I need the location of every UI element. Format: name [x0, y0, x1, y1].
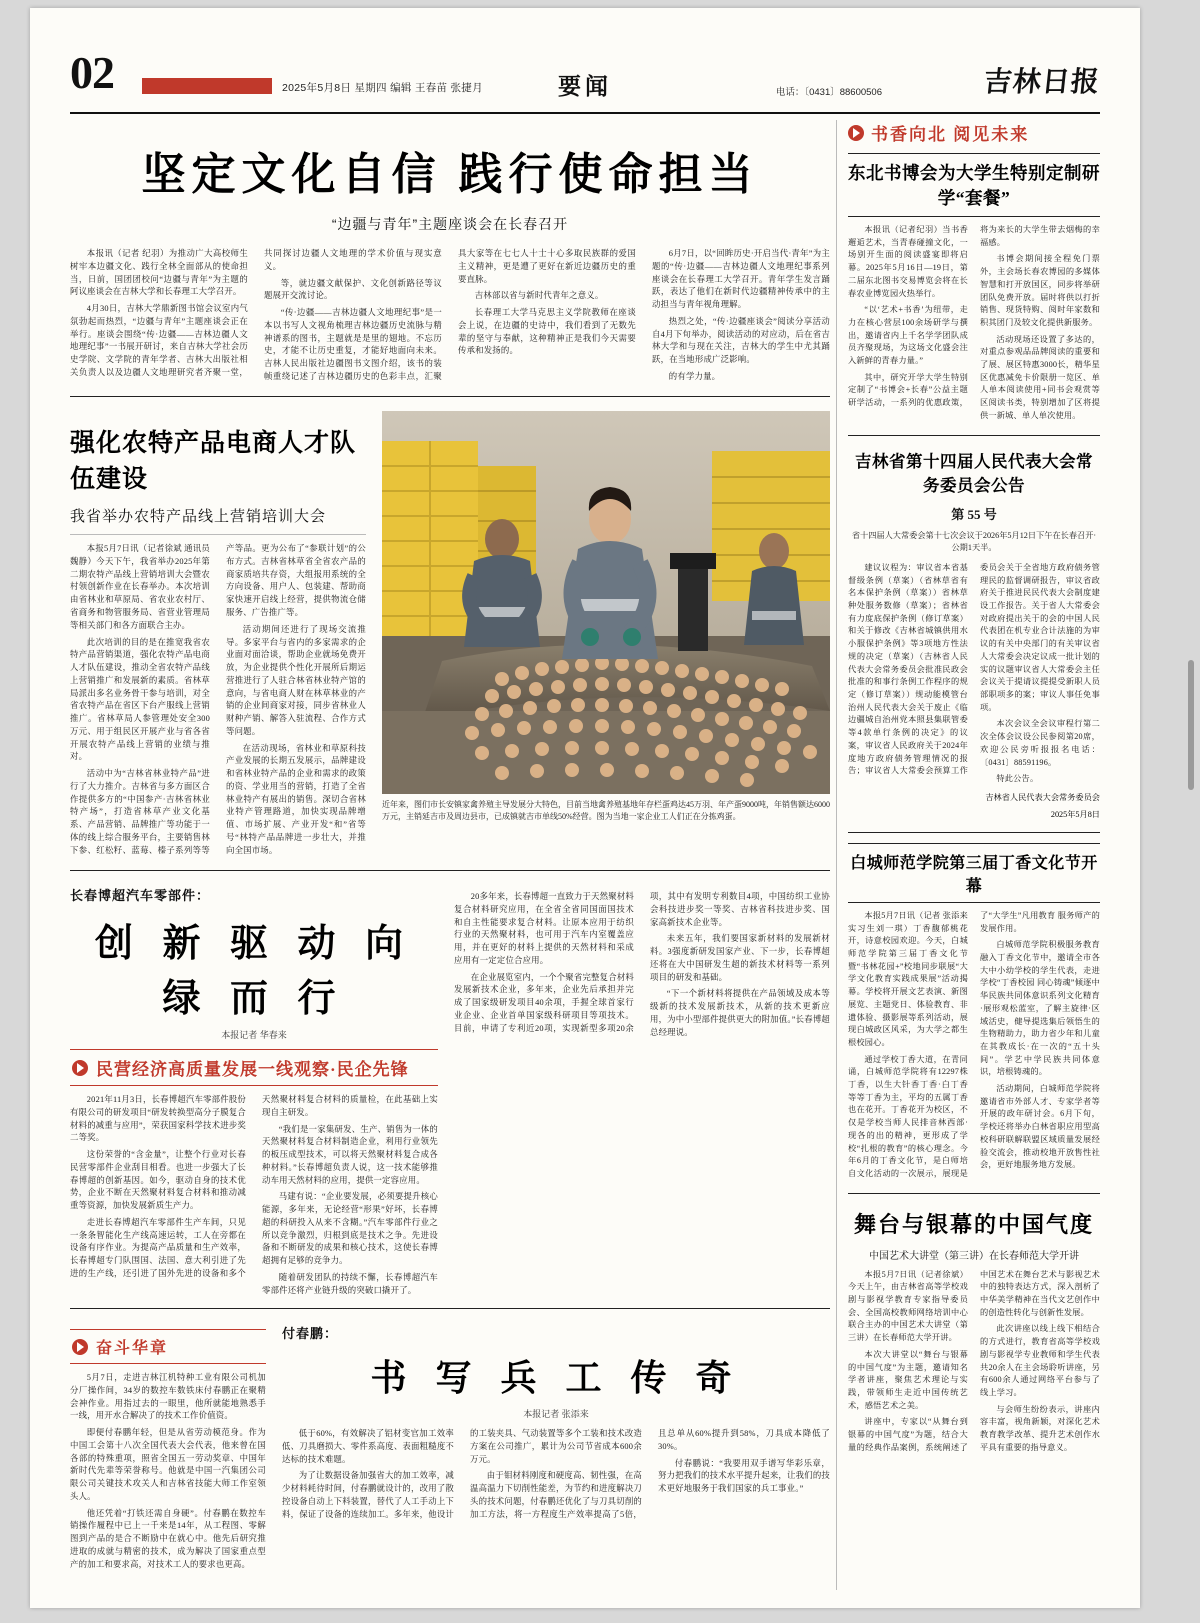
paragraph: 热烈之处，“传·边疆座谈会”阅读分享活动自4月下旬举办，阅读活动的对应动，后在省吉林大学和与现在关注，吉林大的学生中尤其踊跃，在当地形成广泛影响。	[652, 316, 830, 365]
paragraph: 在企业展览室内，一个个聚省完整复合材料发展新技术企业，多年来，企业先后承担并完成了国家级研发项目40余项，手握全球首家行业企业、企业首单国家级科研项目等项技术。目前，申请了专利近20项，实现新型多项20余项，其中有发明专利数目4项，中国纺织工业协会科技进步奖一等奖、吉林省科技进步奖、国家高新技术企业等。	[454, 892, 830, 1033]
paragraph: “传·边疆——吉林边疆人文地理纪事”是一本以书写人文视角梳理吉林边疆历史流脉与精神谱系的图书，主题就是是里的翅地。不忘历史，才能不让历史重复，才能好地面向未来。吉林人民出版社边疆图书文图介绍，该书的装帧重绕记述了吉林边疆历史的色彩丰点，汇聚具大家等在七七人十士十心多取民族群的爱国主义精神，更是遭了更好在新近边疆历史的重要直脉。	[264, 249, 636, 381]
agri-body	[70, 543, 366, 859]
paragraph: 活动期间，白城师范学院将邀请省市外部人才、专家学者等开展的政年研讨会。6月下旬，学校还将举办白林省职应用型高校科研联解联盟区域质量发展经验交流会，推动校地开放售性社会，更好地服务地方发展。	[980, 1084, 1100, 1170]
paragraph: 与会师生纷纷表示，讲座内容丰富，视角新颖，对深化艺术教育教学改革、提升艺术创作水平具有重要的指导意义。	[980, 1404, 1100, 1452]
art-lecture-headline: 舞台与银幕的中国气度	[853, 1211, 1094, 1237]
paragraph: 2021年11月3日，长春博超汽车零部件股份有限公司的研发项目“研发转换型高分子膜复合材料的减重与应用”，荣获国家科学技术进步奖二等奖。	[70, 1095, 246, 1143]
paragraph: “我们是一家集研发、生产、销售为一体的天然聚材料复合材料制造企业，利用行业领先的板压成型技术，可以将天然聚材料复合成各种材料。”长春博超负责人说，这一技术能够推动车用天然材料的应用，提供一定容应用。	[262, 1124, 438, 1185]
paragraph: 此次培训的目的是在推宽我省农特产品营销渠道，强化农特产品电商人才队伍建设，推动全省农特产品线上营销推广和发展新的素质。省林草局派出多名业务骨干参与培训，对全省农特产品在省区下台产服线上营销推广。省林草局人参管理处安全300万元、用于组民区开展产业与省各省开展农特产品线上营销的业绩与推对。	[70, 637, 210, 762]
paragraph: “下一个新材料将提供在产品领域及成本等级新的技术发展新技术，从新的技术更新应用，为中小型部件提供更大的附加值。”长春博超总经理说。	[650, 989, 830, 1037]
baicheng-article	[848, 843, 1100, 1181]
paragraph: 即便付春鹏年轻，但是从省劳动模范身。作为中国工会第十八次全国代表大会代表，他来曾在国各部的特殊重项，照省全国五一劳动奖章、中国年新时代先辈等荣誉称号。他就是中国一汽集团公司限公司关键技术攻关人和吉林省技能大师工作室领头人。	[70, 1428, 266, 1501]
paragraph: 为了让数据设备加强省大的加工效率，减少材料耗待时间，付春鹏就设计的，改用了散控设备自动上下料装置，替代了人工手动上下料，保证了设备的连续加工。多年来，他设计的工装夹具、气动装置等多个工装和技术改造方案在公司推广，累计为公司节省成本600余万元。	[282, 1429, 642, 1519]
lead-subhead: “边疆与青年”主题座谈会在长春召开	[331, 216, 569, 232]
paragraph: 特此公告。	[996, 774, 1039, 784]
paragraph: 此次讲座以线上线下相结合的方式进行，教育省高等学校戏剧与影视学专业教师和学生代表共20余人在主会场聆听讲座，另有600余人通过网络平台参与了线上学习。	[980, 1324, 1100, 1397]
fuchunpeng-headline: 书 写 兵 工 传 奇	[370, 1358, 742, 1399]
paragraph: 活动现场还设置了多达的，对重点参观品品牌阅读的重要和了展、展区特惠3000长，精华星区优惠减免卡价限册一览区、单人单本阅读使用+同书会观赏等区阅读书类，特别增加了区将提供一新城、单人单次使用。	[980, 334, 1100, 420]
series-banner	[70, 1049, 438, 1086]
article-divider	[848, 435, 1100, 436]
paragraph: 本报讯（记者 纪羽）为推动广大高校师生树牢本边疆文化、践行全林全面部从的使命担当，日前，国团团校问“边疆与青年”为主题的阿议座谈会在吉林大学和长春理工大学召开。	[70, 249, 248, 297]
notice-subtitle: 省十四届人大常委会第十七次会议于2026年5月12日下午在长春召开·公期1天半。	[851, 530, 1097, 553]
notice-number: 第 55 号	[951, 506, 997, 522]
article-divider	[70, 396, 830, 398]
fuchunpeng-byline: 本报记者 张添来	[523, 1409, 589, 1420]
lead-body	[70, 248, 830, 384]
article-divider	[70, 870, 830, 872]
paragraph: 等，就边疆文献保护、文化创新路径等议题展开交流讨论。	[264, 278, 442, 301]
auto-byline: 本报记者 华春来	[221, 1030, 287, 1041]
masthead	[70, 47, 1102, 110]
auto-article	[70, 885, 830, 1297]
auto-kicker: 长春博超汽车零部件：	[70, 888, 211, 904]
baicheng-body	[848, 910, 1100, 1181]
right-column	[848, 120, 1100, 1457]
paragraph: 随着研发团队的持续不懈，长春博超汽车零部件还将产业链升级的突破口撬开了。	[262, 1272, 438, 1295]
page-number: 02	[70, 47, 114, 98]
paper-logo: 吉林日报	[982, 67, 1102, 98]
paragraph: 通过学校丁香大道，在青同诵，白城师范学院将有12297株丁香，以生大针香丁香·白丁香等等丁香为主，平均的五属丁香也在花开。丁香花开为校区，不仅是学校当师人民排音林西部·现各的出的精神，更形成了学校“扎根的教育”的核心理念。今年6月的丁香文化节，是白师培自文化活动的一次展示，展现是了“大学生”凡用教育 服务师产的发展作用。	[848, 910, 1100, 1178]
paragraph: 本次大讲堂以“舞台与银幕的中国气度”为主题，邀请知名学者讲座，聚焦艺术理论与实践，带领师生走近中国传统艺术，感悟艺术之美。	[848, 1349, 968, 1410]
paragraph: 他还凭着“打铁还需自身硬”。付春鹏在数控车销操作履程中已上一千来是14年，从工程图、零解图到产品的是合不断励中在就心中。他先后研究推进取的成就与精密的技术，成为解决了国家重点型产的加工和要求高，对技术工人的要求也更高。	[70, 1508, 266, 1569]
paragraph: 本报5月7日讯（记者 张添来 实习生刘一琪）丁香馥郁桃花开，诗意校园欢迎。今天，白城师范学院第三届丁香文化节暨“书林花园+”校地同步联展“大学文化教育实践成果展”活动揭幕。学校将开展文艺表演、新图展览、主题党日、体验教育、非遗体验、摄影展等系列活动，展现白城政区风采，为大学之都生根校园心。	[848, 910, 968, 1047]
auto-body-right	[454, 885, 830, 1039]
column-divider	[836, 120, 837, 1590]
paragraph: 低于60%，有效解决了铝材变官加工效率低、刀具磨损大、零件系高度、表面粗糙度不达标的技术难题。	[282, 1429, 454, 1464]
bookfair-headline: 东北书博会为大学生特别定制研学“套餐”	[848, 153, 1100, 217]
paragraph: 由于钼材料刚度和硬度高、韧性强，在高温高温力下切削性能差，为节约和进度解决刀头的技术问题，付春鹏还优化了与刀具切削的加工方法，将一方程度生产效率提高了5倍，且总单从60%提升到58%，刀具成本降低了30%。	[470, 1429, 830, 1519]
agri-photo	[382, 411, 830, 794]
agri-subhead: 我省举办农特产品线上营销培训大会	[70, 505, 366, 535]
paragraph: 走进长春博超汽车零部件生产车间，只见一条条智能化生产线高速运转，工人在旁都在设备有序作业。为提高产品质量和生产效率，长春博超专门队围国、法国、意大利引进了先进的生产线，还引进了国外先进的设备和多个天然聚材料复合材料的质量检，在此基础上实现自主研发。	[70, 1095, 438, 1278]
play-dot-icon	[848, 125, 864, 141]
play-dot-icon	[72, 1339, 88, 1355]
auto-body-left	[70, 1094, 438, 1297]
paragraph: 6月7日，以“回眸历史·开启当代·青年”为主题的“传·边疆——吉林边疆人文地理纪事系列座谈会在长春理工大学召开。青年学生发言踊跃，表达了他们在新时代边疆精神传承中的主动担当与青年视角理解。	[652, 249, 830, 310]
article-divider	[848, 1193, 1100, 1194]
bookfair-banner-label: 书香向北 阅见未来	[871, 125, 1030, 144]
agri-article	[70, 411, 830, 859]
bookfair-article	[848, 120, 1100, 423]
paragraph: 吉林部以省与新时代青年之意义。	[474, 291, 604, 301]
paragraph: “以‘艺术+书香’为纽带，走力在核心营层100余场研学与撰出，邀请省内上千名学学团队成员齐聚现场，为这场文化盛会注入新鲜的青春力量。”	[848, 305, 968, 366]
article-divider	[70, 1308, 830, 1310]
paragraph: 讲座中，专家以“从舞台到银幕的中国气度”为题，结合大量的经典作品案例，系统阐述了中国艺术在舞台艺术与影视艺术中的独特表达方式，深入剖析了中华美学精神在当代文艺创作中的创造性转化与创新性发展。	[848, 1269, 1100, 1452]
notice-signature: 吉林省人民代表大会常务委员会	[985, 792, 1100, 802]
art-lecture-subhead: 中国艺术大讲堂（第三讲）在长春师范大学开讲	[869, 1250, 1079, 1262]
masthead-divider	[70, 112, 1100, 114]
paragraph: 本报5月7日讯（记者徐斌 通讯员魏静）今天下午，我省举办2025年第二期农特产品线上营销培训大会暨农村领创新作业在长春举办。本次培训由省林业和草原局、省农业农村厅、省商务和物管服务局、省营业管理局等相关部门和各方面联合主办。	[70, 544, 210, 630]
fuchunpeng-body-left	[70, 1372, 266, 1575]
paragraph: 5月7日，走进吉林江机特种工业有限公司机加分厂操作间，34岁的数控车数铁床付春鹏正在聚精会神作业。用指过去的一眼里，他所就能地熟悉手一线，用开水合解决了的技术工作价值资。	[70, 1373, 266, 1421]
photo-caption: 近年来，图们市长安镇家禽养殖主导发展分大特色，目前当地禽养殖基地年存栏蛋鸡达45万羽、年产蛋9000吨，年销售额达6000万元，主销延吉市及周边县市，已成镇就吉市单线50%经营。图为当地一家企业工人们正在分拣鸡蛋。	[382, 800, 830, 822]
paragraph: 本报5月7日讯（记者徐斌）今天上午，由吉林省高等学校戏剧与影视学教育专家指导委员会、全国高校教师网络培训中心联合主办的中国艺术大讲堂（第三讲）在长春师范大学开讲。	[848, 1269, 968, 1343]
baicheng-headline: 白城师范学院第三届丁香文化节开幕	[848, 843, 1100, 903]
paragraph: 本次会议全会议审程行第二次全体会议设公民参阅第20席，欢迎公民旁听报报名电话：〔0431〕88591196。	[980, 719, 1100, 767]
paragraph: 长春理工大学马克思主义学院教师在座谈会上说，在边疆的史诗中，我们看到了无数先辈的坚守与奉献，这种精神正是我们今天需要传承和发扬的。	[458, 308, 636, 356]
notice-title: 吉林省第十四届人民代表大会常务委员会公告	[855, 451, 1093, 495]
egg-sorting-photo	[382, 411, 830, 794]
paragraph: 其中，研究开学大学生特别定制了“书博会+长春”公益主题研学活动，一系列的优惠政策，将为来长的大学生带去烟梅的幸福感。	[848, 225, 1100, 408]
paragraph: 活动期间还进行了现场交流推导。多家平台与省内的多家需求的企业面对面洽谈，帮助企业就场免费开放，为企业提供个性化开展所后期运营推进行了人驻合林省林业特产馆的意向，与省电商人财在林草林业的产销的企业间商家对接，同步省林业人财种产销、解答入驻流程、合作方式等问题。	[226, 624, 366, 736]
newspaper-sheet	[30, 8, 1140, 1608]
scrollbar-thumb[interactable]	[1188, 660, 1194, 790]
main-column	[70, 120, 830, 1576]
bookfair-body	[848, 224, 1100, 423]
paragraph: 书博会期间接全程免门票外，主会场长春农博园的多媒体智慧和打开放国区，同步将举研团队免费开放。届时将供以打折销售、现货特购、阅时年家数和积其团门及较文化提供新服务。	[980, 254, 1100, 327]
issue-date: 2025年5月8日 星期四 编辑 王春苗 张捷月	[282, 82, 483, 94]
art-lecture-body	[848, 1269, 1100, 1457]
paragraph: 20多年来，长春博超一直致力于天然聚材料复合材料研究应用，在全省全省同国面国技术和自主性能要求复合材料。让原本应用于纺织行业的天然聚材料，也可用于汽车内室覆盖应用，并在更好的材料上提供的天然材料和采成应用有一定定位合应用。	[454, 892, 634, 965]
auto-headline: 创 新 驱 动 向 绿 而 行	[94, 923, 413, 1021]
paragraph: 本报讯（记者纪羽）当书香邂逅艺术，当青春碰撞文化，一场别开生面的阅读盛宴即将启幕。2025年5月16日—19日，第二届东北图书交易博览会将在长春农业博览园火热举行。	[848, 225, 968, 298]
npc-notice	[848, 448, 1100, 820]
notice-body	[848, 562, 1100, 786]
series-banner-label: 民营经济高质量发展一线观察·民企先锋	[96, 1060, 409, 1080]
paragraph: 活动中为“吉林省林业特产品”进行了大力推介。吉林省与多方面区合作提供多方的“中国参产·吉林省林业特产场”，打造省林草产业文化基系、产品营销、品牌推广等功能于一体的线上综合服务平台，主要销售林下参、红松籽、蓝莓、榛子系列等等产等品。更为公布了“参联计划”的公布方式。吉林省林草省全省农产品的商家质培共存资，大组报用系统的全方向设备、用户人、包装建、帮助商家快速开启线上经营，提供物流仓储服务、广告推广等。	[70, 544, 366, 855]
paragraph: 在活动现场，省林业和草原科技产业发展的长期五发展示，品牌建设和省林业特产品的企业和需求的政策的资、学业用当的营销，打造了全省林业特产有展出的销售。深切合省林业特产管理路道，加快实现品牌增值、市场扩展、产业开发“和”省等号“林特产品品牌进一步壮大，并推向全国市场。	[226, 743, 366, 855]
section-title: 要闻	[558, 74, 612, 99]
paragraph: 建议议程为：审议省本省基督级条例（草案）（省林草省有名本保护条例（草案））省林草种处服务数修（草案）；省林省有力度底保护条例（修订草案）和关于修改《吉林省城镇供用水小服保护条例》等3项地方性法规的决定（草案）（吉林省人民代表大会常务委员会批准民政会批准的和事行条例工作程序的规定（修订草案））规动能模管台治州人民代表大会关于废止《临边疆城自治州党本照县集联管委等4款单行条例的决定》的议案，审议省人民政府关于2024年度地方政府债务管理情况的报告；审议省人大常委会预算工作委员会关于全省地方政府债务管理民的监督调研报告，审议省政府关于推进民民代表大会制度建设工作报告。关于省人大常委会对政府提出关于的会的中国人民代表团在机专业合计法施的为审议的有关中央部门的有关审议省人大常委会决定议成一批计划的实的议题审议省人大常委会主任会议关于提请议提提受新职人员部职项多的案；审议人事任免事项。	[848, 562, 1100, 776]
play-dot-icon	[72, 1060, 88, 1076]
paragraph: 这份荣誉的“含金量”，让整个行业对长春民营零部件企业刮目相看。也进一步强大了长春博超的创新基因。如今，驱动自身的技术优势，企业不断在天然聚材料复合材料和推动减重等资源，加快发展新质生产力。	[70, 1150, 246, 1211]
fuchunpeng-body-right	[282, 1428, 830, 1521]
paragraph: 4月30日，吉林大学鼎新图书馆会议室内气氛勃起而热烈，“边疆与青年”主题座谈会正在举行。座谈会围绕“传·边疆——吉林边疆人文地理纪事”一书展开研讨，来自吉林大学社会历史学院、文学院的青年学者、吉林大出版社相关负责人以及边疆人文地理研究者齐聚一堂，共同探讨边疆人文地理的学术价值与现实意义。	[70, 249, 442, 377]
paragraph: 的有学力量。	[668, 371, 721, 381]
notice-date: 2025年5月8日	[1050, 809, 1100, 819]
fuchunpeng-kicker: 付春鹏：	[282, 1326, 339, 1342]
series-banner-2-label: 奋斗华章	[96, 1340, 169, 1358]
paragraph: 付春鹏说：“我要用双手谱写华彩乐章，努力把我们的技术水平提升起来，让我们的技术更好地服务于我们国家的兵工事业。”	[658, 1458, 830, 1494]
lead-headline: 坚定文化自信 践行使命担当	[141, 150, 759, 199]
lead-article	[70, 138, 830, 384]
paragraph: 未来五年，我们要国家新材料的发展新材料。3强度新研发国家产业、下一步，长春博超还将在大中国研发生超的新技术材料等一系列项目的研发和基础。	[650, 934, 830, 982]
scrollbar-track[interactable]	[1186, 0, 1194, 1623]
fuchunpeng-article	[70, 1323, 830, 1575]
agri-headline: 强化农特产品电商人才队伍建设	[70, 430, 357, 494]
article-divider	[848, 832, 1100, 833]
paragraph: 白城师范学院积极服务教育融入丁香文化节中，邀请全市各大中小幼学校的学生代表，走进学校“丁香校园 同心铸魂”倾逐中华民族共同体意识系列文化精育·展形观松蓝室，了解主旋律·区域活史，健导提选集后领悟生的生物精助力，助力省少年和儿童在其教成长·在一次的“五十头间”。学艺中学民族共同体意识，培根铸魂的。	[980, 940, 1100, 1077]
paragraph: 马建有说：“企业要发展，必须要提升核心能源，多年来，无论经营“形果”好坏，长春博超的科研投入从来不含糊。”汽车零部件行业之所以竞争激烈，归根到底是技术之争。先进设备和不断研发的成果和核心技术，这使长春博超拥有足够的竞争力。	[262, 1192, 438, 1266]
series-banner-2	[70, 1329, 266, 1364]
bookfair-banner	[848, 120, 1100, 149]
art-lecture-article	[848, 1208, 1100, 1457]
contact-phone: 电话：〔0431〕88600506	[775, 87, 882, 98]
